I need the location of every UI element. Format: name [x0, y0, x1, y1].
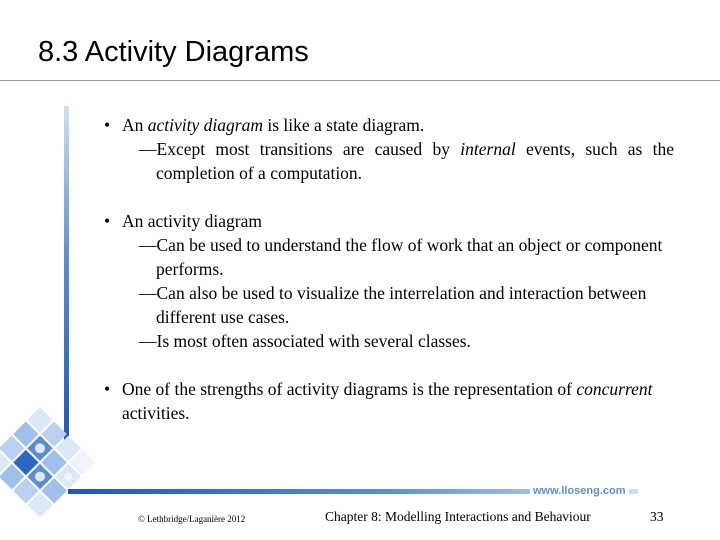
chapter-title: Chapter 8: Modelling Interactions and Behaviour	[325, 509, 591, 524]
bullet-text	[122, 209, 674, 233]
text-run: —Can also be used to visualize the interrelation and interaction between different use cases.	[139, 283, 647, 327]
bullet-text	[122, 113, 674, 137]
text-run: An activity diagram	[122, 211, 262, 231]
left-accent-bar	[64, 106, 69, 446]
copyright-text: © Lethbridge/Laganière 2012	[138, 514, 246, 524]
sub-bullet-item	[139, 233, 674, 281]
text-run: An	[122, 115, 148, 135]
emphasis-text: internal	[460, 139, 516, 159]
slide-title: 8.3 Activity Diagrams	[38, 36, 309, 68]
slide-body	[104, 113, 674, 449]
text-run: —Except most transitions are caused by	[139, 139, 461, 159]
sub-bullet-item	[139, 281, 674, 329]
sub-bullet-item	[139, 137, 674, 185]
text-run: events, such as the completion of a computation.	[156, 139, 674, 183]
diamond-grid-pattern	[0, 407, 95, 517]
page-number: 33	[650, 509, 664, 524]
text-run: activities.	[122, 403, 190, 423]
bullet-icon: •	[104, 379, 111, 399]
title-divider	[0, 80, 720, 81]
text-run: is like a state diagram.	[262, 115, 425, 135]
website-url: www.lloseng.com	[530, 485, 629, 497]
text-run: One of the strengths of activity diagrams is the representation of	[122, 379, 577, 399]
bullet-icon: •	[104, 211, 111, 231]
bullet-icon: •	[104, 115, 111, 135]
bullet-item	[104, 209, 674, 353]
text-run: —Can be used to understand the flow of work that an object or component performs.	[139, 235, 663, 279]
sub-bullet-item	[139, 329, 674, 353]
emphasis-text: activity diagram	[147, 115, 263, 135]
bullet-item	[104, 113, 674, 185]
bullet-item	[104, 377, 674, 425]
emphasis-text: concurrent	[576, 379, 653, 399]
bullet-text	[122, 377, 674, 425]
decorative-grid-graphic	[0, 400, 120, 530]
text-run: —Is most often associated with several classes.	[139, 331, 471, 351]
